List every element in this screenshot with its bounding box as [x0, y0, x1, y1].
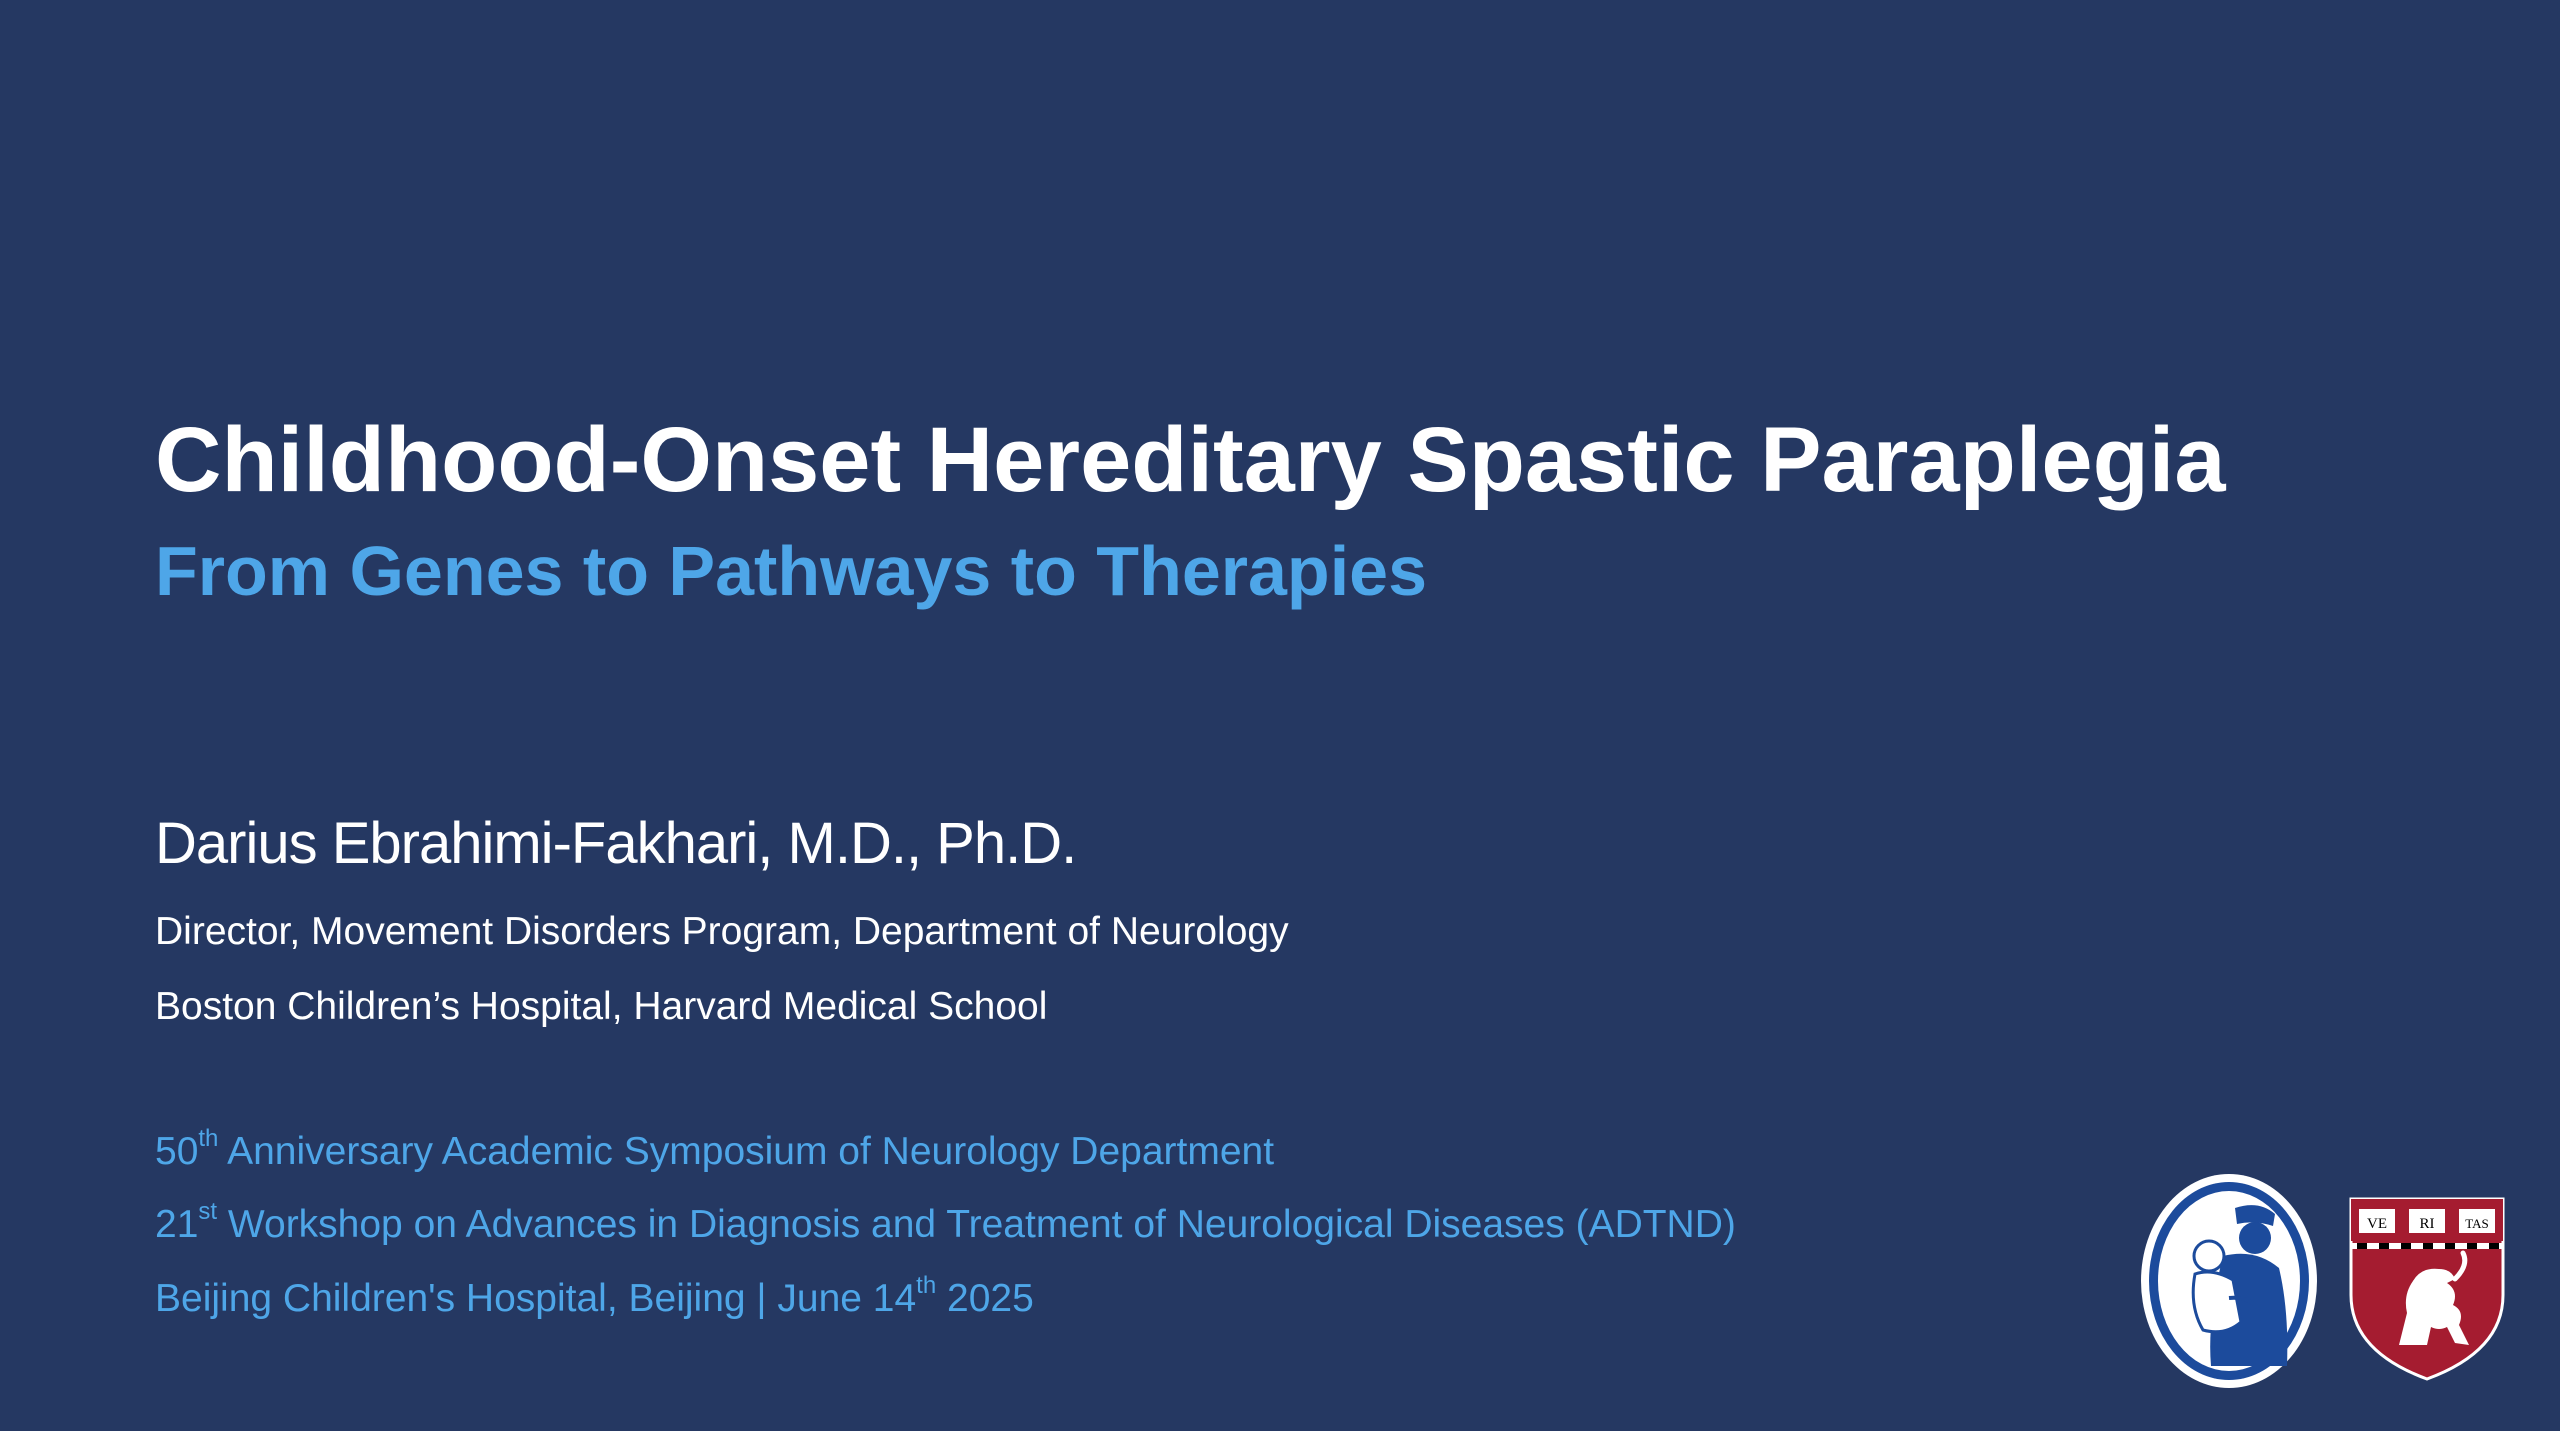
event-line-location-date [155, 1272, 1034, 1321]
event-line-anniversary [155, 1125, 1275, 1174]
author-position: Director, Movement Disorders Program, Department of Neurology [155, 910, 1289, 953]
event-text: Anniversary Academic Symposium of Neurology Department [218, 1130, 1275, 1173]
event-ordinal: th [198, 1125, 219, 1152]
svg-text:VE: VE [2367, 1216, 2387, 1232]
event-text: Workshop on Advances in Diagnosis and Treatment of Neurological Diseases (ADTND) [217, 1203, 1736, 1246]
event-line-workshop [155, 1198, 1736, 1247]
boston-childrens-hospital-logo-icon [2137, 1170, 2321, 1392]
slide-subtitle: From Genes to Pathways to Therapies [155, 532, 1427, 610]
event-year: 2025 [936, 1277, 1034, 1320]
event-number: 50 [155, 1130, 199, 1173]
harvard-medical-school-shield-icon [2347, 1195, 2507, 1383]
event-location: Beijing Children's Hospital, Beijing | June 14 [155, 1277, 917, 1320]
event-ordinal: th [916, 1272, 937, 1299]
svg-text:RI: RI [2419, 1216, 2435, 1232]
svg-text:TAS: TAS [2465, 1216, 2489, 1231]
author-name: Darius Ebrahimi-Fakhari, M.D., Ph.D. [155, 811, 1077, 876]
slide-title: Childhood-Onset Hereditary Spastic Paraplegia [155, 409, 2226, 511]
event-number: 21 [155, 1203, 199, 1246]
event-ordinal: st [198, 1198, 218, 1225]
author-institution: Boston Children’s Hospital, Harvard Medical School [155, 985, 1048, 1028]
